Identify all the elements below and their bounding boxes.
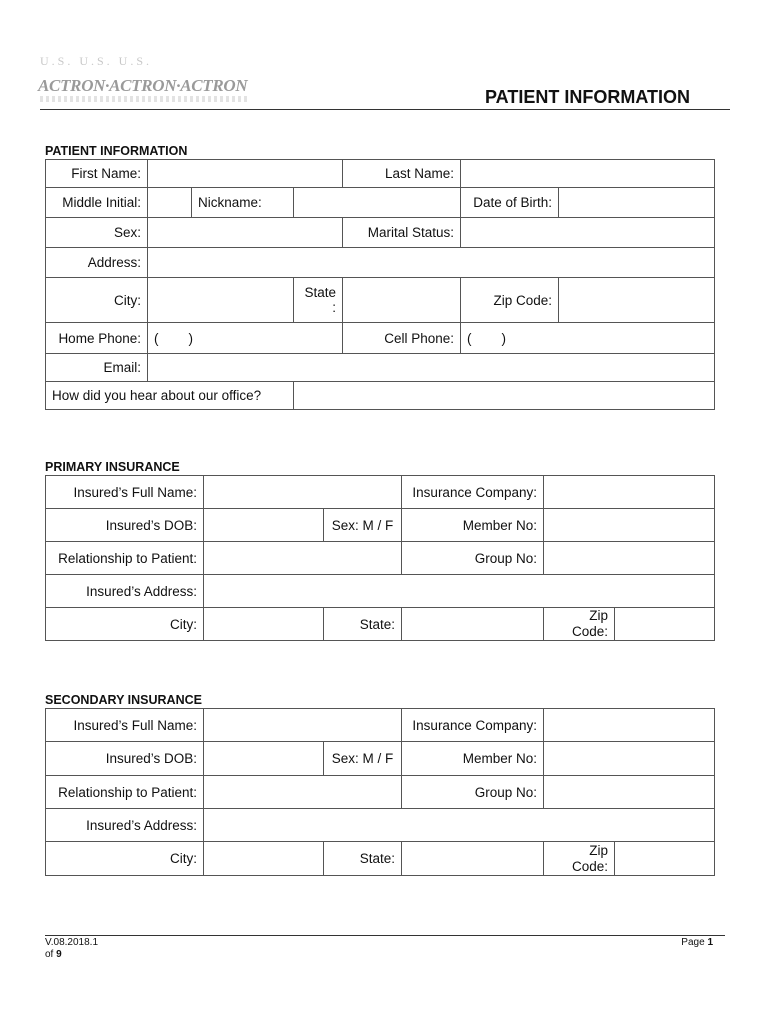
primary-address-label: Insured’s Address:: [46, 575, 204, 608]
marital-status-field[interactable]: [461, 218, 715, 248]
secondary-group-field[interactable]: [544, 776, 715, 809]
of-total: 9: [56, 949, 62, 960]
footer-divider: [45, 935, 725, 936]
nickname-field[interactable]: [294, 188, 461, 218]
email-label: Email:: [46, 354, 148, 382]
city-field[interactable]: [148, 278, 294, 323]
city-label: City:: [46, 278, 148, 323]
secondary-group-label: Group No:: [402, 776, 544, 809]
primary-state-field[interactable]: [402, 608, 544, 641]
page-number: [681, 937, 713, 948]
secondary-member-field[interactable]: [544, 742, 715, 776]
marital-status-label: Marital Status:: [343, 218, 461, 248]
state-label-text: State: [304, 285, 337, 300]
first-name-field[interactable]: [148, 160, 343, 188]
primary-member-field[interactable]: [544, 509, 715, 542]
primary-group-field[interactable]: [544, 542, 715, 575]
dob-field[interactable]: [559, 188, 715, 218]
primary-city-label: City:: [46, 608, 204, 641]
home-phone-field[interactable]: ( ): [148, 323, 343, 354]
secondary-company-field[interactable]: [544, 709, 715, 742]
last-name-label: Last Name:: [343, 160, 461, 188]
version-label: V.08.2018.1: [45, 937, 99, 948]
primary-insurance-title: PRIMARY INSURANCE: [45, 460, 180, 474]
email-field[interactable]: [148, 354, 715, 382]
address-field[interactable]: [148, 248, 715, 278]
secondary-address-label: Insured’s Address:: [46, 809, 204, 842]
state-label: [294, 278, 343, 323]
primary-company-field[interactable]: [544, 476, 715, 509]
primary-full-name-label: Insured’s Full Name:: [46, 476, 204, 509]
secondary-city-field[interactable]: [204, 842, 324, 876]
primary-state-label: State:: [324, 608, 402, 641]
primary-zip-field[interactable]: [615, 608, 715, 641]
middle-initial-field[interactable]: [148, 188, 192, 218]
secondary-state-field[interactable]: [402, 842, 544, 876]
secondary-sex-field[interactable]: Sex: M / F: [324, 742, 402, 776]
secondary-address-field[interactable]: [204, 809, 715, 842]
secondary-relationship-label: Relationship to Patient:: [46, 776, 204, 809]
secondary-insurance-table: [45, 708, 715, 876]
referral-label: How did you hear about our office?: [46, 382, 294, 410]
logo-underline: [40, 96, 250, 102]
page-number-value: 1: [707, 937, 713, 948]
logo-caption: U.S. U.S. U.S.: [40, 54, 153, 68]
middle-initial-label: Middle Initial:: [46, 188, 148, 218]
secondary-relationship-field[interactable]: [204, 776, 402, 809]
last-name-field[interactable]: [461, 160, 715, 188]
primary-dob-label: Insured’s DOB:: [46, 509, 204, 542]
address-label: Address:: [46, 248, 148, 278]
home-phone-label: Home Phone:: [46, 323, 148, 354]
secondary-insurance-title: SECONDARY INSURANCE: [45, 693, 202, 707]
referral-field[interactable]: [294, 382, 715, 410]
primary-full-name-field[interactable]: [204, 476, 402, 509]
patient-info-table: [45, 159, 715, 410]
secondary-state-label: State:: [324, 842, 402, 876]
primary-relationship-field[interactable]: [204, 542, 402, 575]
of-label: of: [45, 949, 54, 960]
secondary-zip-label: [544, 842, 615, 876]
primary-member-label: Member No:: [402, 509, 544, 542]
page-total: [45, 949, 62, 960]
sex-label: Sex:: [46, 218, 148, 248]
primary-zip-label: [544, 608, 615, 641]
cell-phone-field[interactable]: ( ): [461, 323, 715, 354]
header-divider: [40, 109, 730, 110]
primary-relationship-label: Relationship to Patient:: [46, 542, 204, 575]
secondary-zip-field[interactable]: [615, 842, 715, 876]
secondary-member-label: Member No:: [402, 742, 544, 776]
state-field[interactable]: [343, 278, 461, 323]
primary-group-label: Group No:: [402, 542, 544, 575]
zip-code-field[interactable]: [559, 278, 715, 323]
logo: ACTRON·ACTRON·ACTRON: [38, 76, 248, 95]
primary-zip-label-line2: Code:: [571, 624, 608, 639]
nickname-label: Nickname:: [192, 188, 294, 218]
secondary-full-name-field[interactable]: [204, 709, 402, 742]
primary-insurance-table: [45, 475, 715, 641]
sex-field[interactable]: [148, 218, 343, 248]
primary-address-field[interactable]: [204, 575, 715, 608]
dob-label: Date of Birth:: [461, 188, 559, 218]
primary-sex-field[interactable]: Sex: M / F: [324, 509, 402, 542]
page-label: Page: [681, 937, 705, 948]
secondary-zip-label-line1: Zip: [589, 842, 608, 858]
secondary-dob-label: Insured’s DOB:: [46, 742, 204, 776]
primary-city-field[interactable]: [204, 608, 324, 641]
document-title: PATIENT INFORMATION: [485, 87, 690, 107]
primary-zip-label-line1: Zip: [589, 608, 608, 623]
secondary-zip-label-line2: Code:: [571, 858, 608, 874]
primary-company-label: Insurance Company:: [402, 476, 544, 509]
secondary-full-name-label: Insured’s Full Name:: [46, 709, 204, 742]
cell-phone-label: Cell Phone:: [343, 323, 461, 354]
secondary-city-label: City:: [46, 842, 204, 876]
patient-section-title: PATIENT INFORMATION: [45, 144, 188, 158]
secondary-dob-field[interactable]: [204, 742, 324, 776]
primary-dob-field[interactable]: [204, 509, 324, 542]
first-name-label: First Name:: [46, 160, 148, 188]
secondary-company-label: Insurance Company:: [402, 709, 544, 742]
zip-code-label: Zip Code:: [461, 278, 559, 323]
state-label-colon: :: [332, 300, 337, 315]
